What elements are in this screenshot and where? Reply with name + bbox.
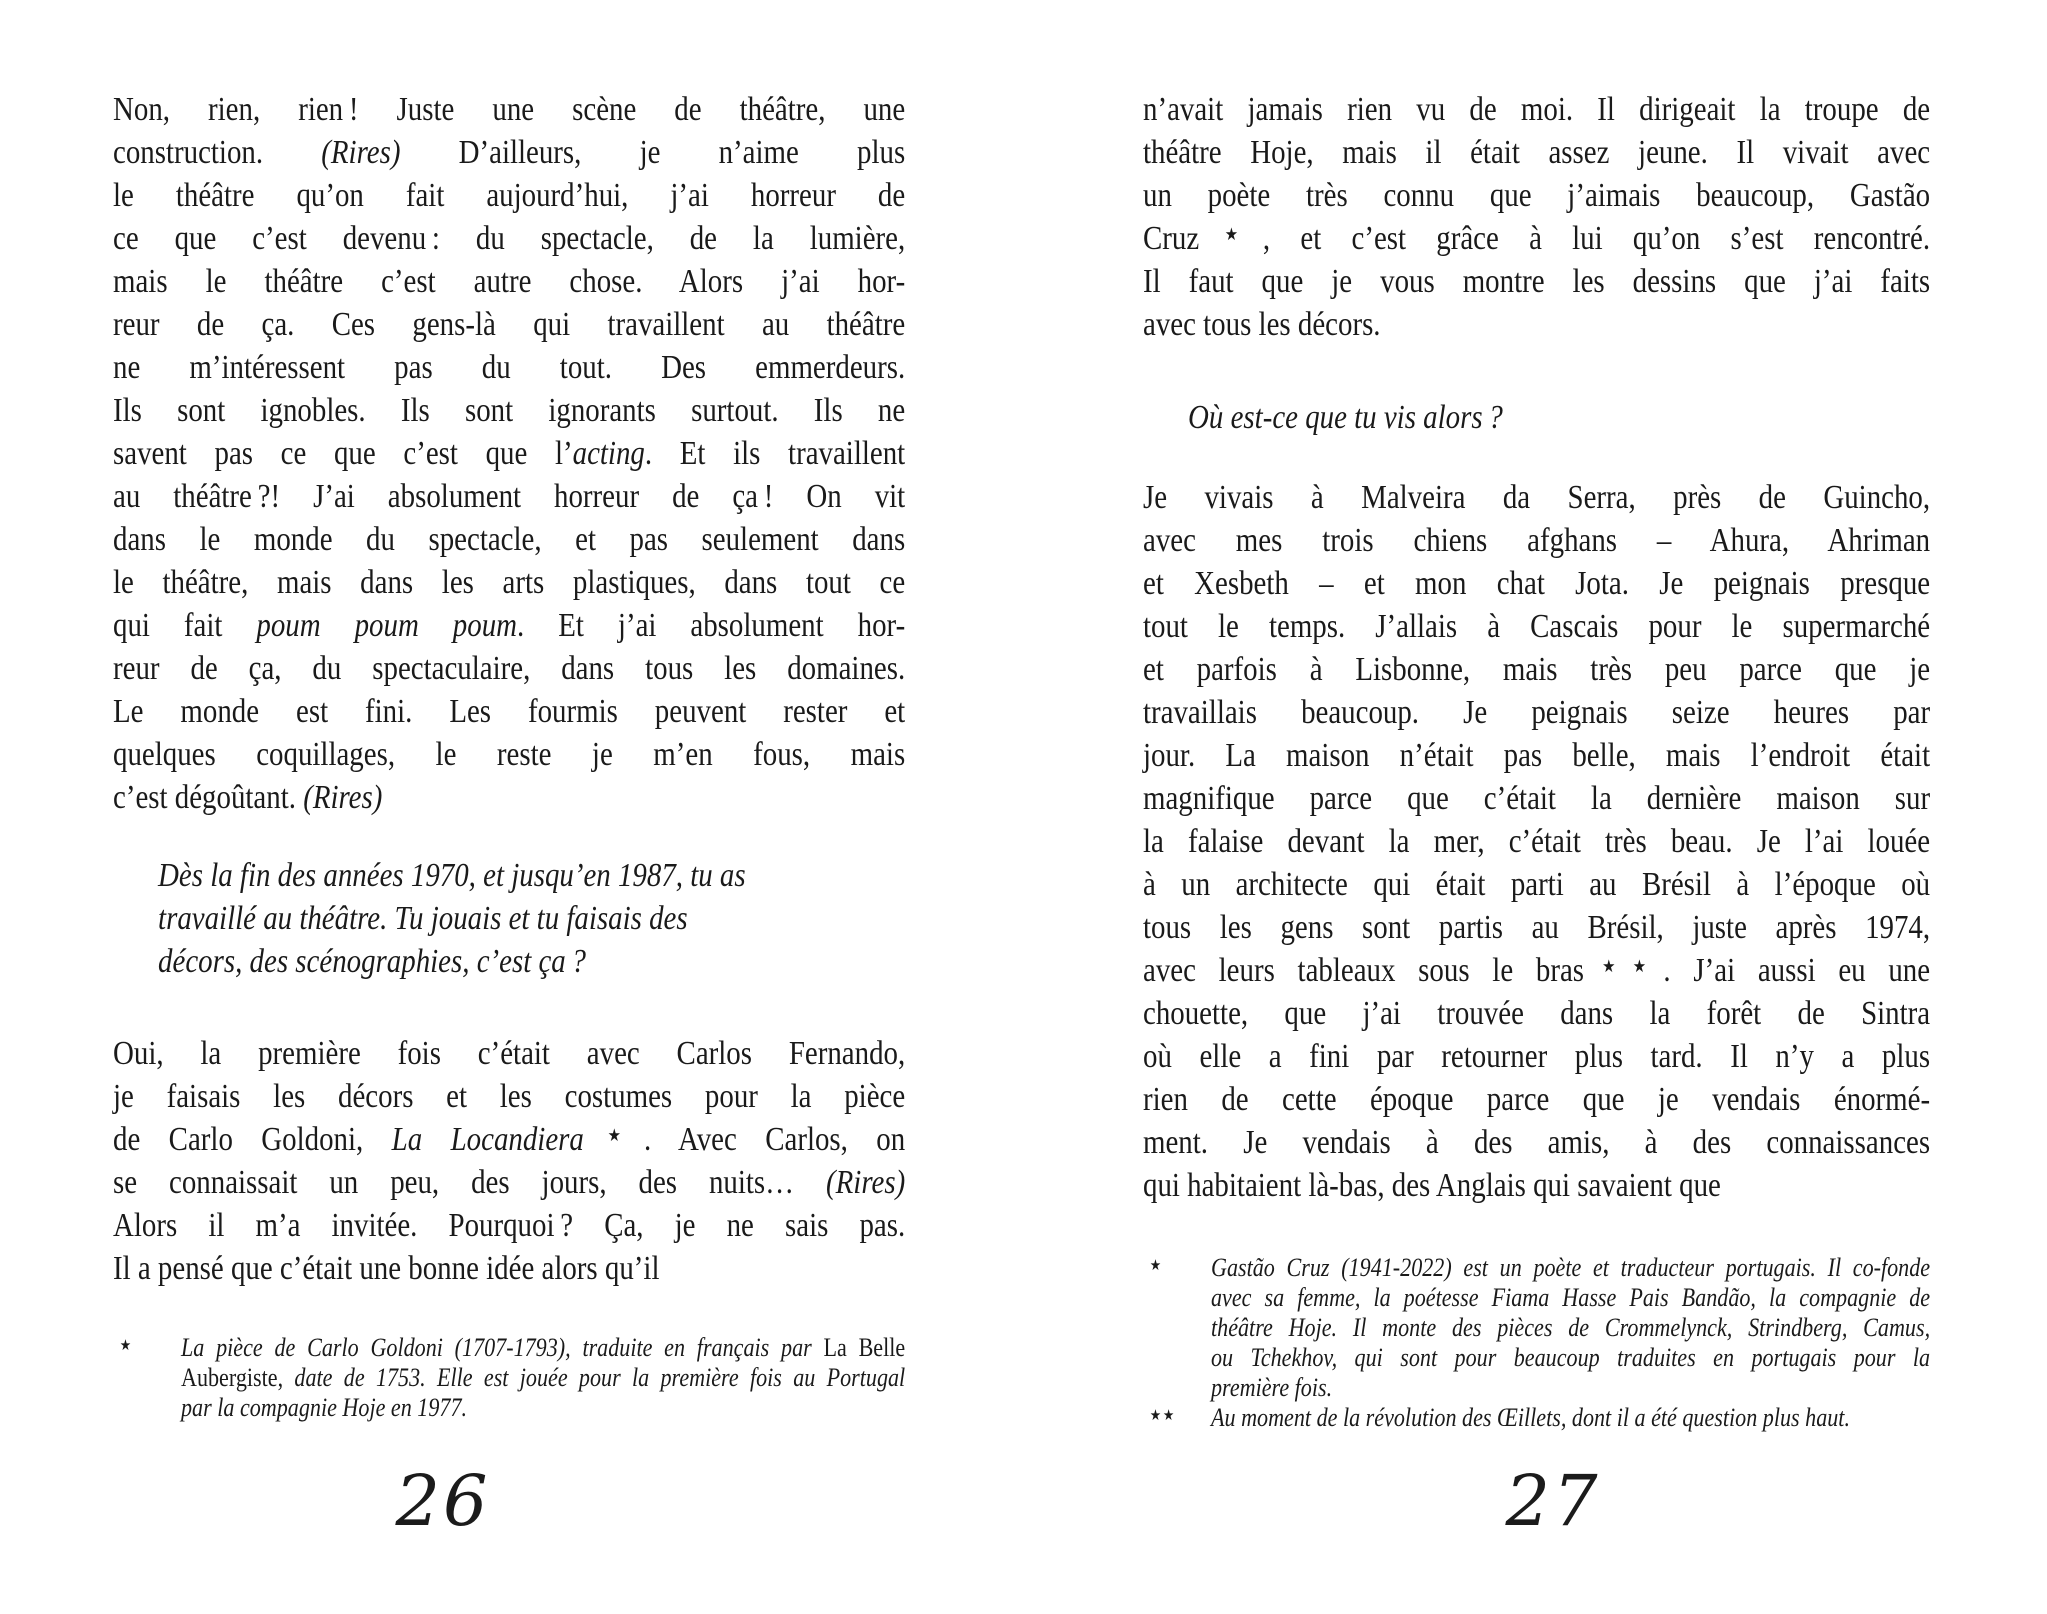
text-line: rien de cette époque parce que je vendais énormé- (1143, 1081, 1931, 1118)
text-line: Alors il m’a invitée. Pourquoi ? Ça, je ne sais pas. (113, 1207, 906, 1244)
text-line: n’avait jamais rien vu de moi. Il dirigeait la troupe de (1143, 91, 1931, 128)
text-line: ment. Je vendais à des amis, à des connaissances (1143, 1124, 1931, 1161)
text-line: c’est dégoûtant. (Rires) (113, 779, 383, 816)
text-line: travaillais beaucoup. Je peignais seize heures par (1143, 694, 1931, 731)
italic-text: (Rires) (826, 1164, 906, 1201)
text-line: qui habitaient là-bas, des Anglais qui savaient que (1143, 1167, 1721, 1204)
text-line: et parfois à Lisbonne, mais très peu parce que je (1143, 651, 1931, 688)
upright-text: La Belle (823, 1333, 906, 1362)
footnote-reference-star-icon: ★★ (1586, 956, 1664, 977)
text-line: le théâtre qu’on fait aujourd’hui, j’ai horreur de (113, 177, 906, 214)
text-line: avec tous les décors. (1143, 306, 1381, 343)
upright-text: Aubergiste, (181, 1363, 284, 1392)
text-line: ou Tchekhov, qui sont pour beaucoup traduites en portugais pour la (1211, 1343, 1931, 1372)
text-line: où elle a fini par retourner plus tard. Il n’y a plus (1143, 1038, 1931, 1075)
text-line: Ils sont ignobles. Ils sont ignorants surtout. Ils ne (113, 392, 906, 429)
text-line: dans le monde du spectacle, et pas seulement dans (113, 521, 906, 558)
text-line: à un architecte qui était parti au Brésil à l’époque où (1143, 866, 1931, 903)
text-line: Au moment de la révolution des Œillets, dont il a été question plus haut. (1211, 1403, 1850, 1432)
text-line: théâtre Hoje, mais il était assez jeune. Il vivait avec (1143, 134, 1931, 171)
text-line: théâtre Hoje. Il monte des pièces de Crommelynck, Strindberg, Camus, (1211, 1313, 1931, 1342)
text-line: qui fait poum poum poum. Et j’ai absolument hor- (113, 607, 906, 644)
italic-text: acting (572, 435, 645, 472)
text-line: construction. (Rires) D’ailleurs, je n’aime plus (113, 134, 906, 171)
left-page (113, 88, 906, 1422)
text-line: Oui, la première fois c’était avec Carlos Fernando, (113, 1035, 906, 1072)
text-line: Il faut que je vous montre les dessins que j’ai faits (1143, 263, 1931, 300)
answer-paragraph (113, 1032, 905, 1290)
text-line: avec mes trois chiens afghans – Ahura, Ahriman (1143, 522, 1931, 559)
text-line: et Xesbeth – et mon chat Jota. Je peignais presque (1143, 565, 1931, 602)
text-line: avec leurs tableaux sous le bras ★★. J’ai aussi eu une (1143, 952, 1931, 989)
text-line: Gastão Cruz (1941-2022) est un poète et traducteur portugais. Il co-fonde (1211, 1253, 1931, 1282)
page-number-right: 27 (1505, 1460, 1601, 1542)
text-line: première fois. (1211, 1373, 1333, 1402)
footnote-star-icon: ★ (1149, 1258, 1163, 1274)
text-line: décors, des scénographies, c’est ça ? (158, 943, 586, 980)
interview-question (1143, 396, 1930, 439)
text-line: Il a pensé que c’était une bonne idée alors qu’il (113, 1250, 660, 1287)
answer-paragraph (113, 88, 905, 819)
text-line: magnifique parce que c’était la dernière maison sur (1143, 780, 1931, 817)
page-number-left: 26 (395, 1460, 491, 1542)
footnote-reference-star-icon: ★ (586, 1125, 644, 1146)
text-line: un poète très connu que j’aimais beaucoup, Gastão (1143, 177, 1931, 214)
text-line: Cruz ★, et c’est grâce à lui qu’on s’est rencontré. (1143, 220, 1931, 257)
italic-text: poum poum poum (256, 607, 518, 644)
footnote (113, 1333, 905, 1423)
text-line: savent pas ce que c’est que l’acting. Et ils travaillent (113, 435, 906, 472)
answer-paragraph (1143, 476, 1930, 1207)
italic-text: (Rires) (321, 134, 401, 171)
text-line: de Carlo Goldoni, La Locandiera ★. Avec Carlos, on (113, 1121, 906, 1158)
text-line: reur de ça, du spectaculaire, dans tous les domaines. (113, 650, 906, 687)
interview-question (113, 854, 905, 983)
text-line: tout le temps. J’allais à Cascais pour le supermarché (1143, 608, 1931, 645)
text-line: quelques coquillages, le reste je m’en fous, mais (113, 736, 906, 773)
footnote-text (181, 1333, 905, 1423)
text-line: chouette, que j’ai trouvée dans la forêt de Sintra (1143, 995, 1931, 1032)
right-page-text-block (1143, 88, 1931, 1432)
footnote-reference-star-icon: ★ (1201, 224, 1263, 245)
text-line: reur de ça. Ces gens-là qui travaillent au théâtre (113, 306, 906, 343)
text-line: Je vivais à Malveira da Serra, près de Guincho, (1143, 479, 1931, 516)
footnote-text (1211, 1403, 1930, 1433)
text-line: je faisais les décors et les costumes pour la pièce (113, 1078, 906, 1115)
footnote-star-icon: ★ (119, 1338, 133, 1354)
text-line: Le monde est fini. Les fourmis peuvent rester et (113, 693, 906, 730)
text-line: ce que c’est devenu : du spectacle, de la lumière, (113, 220, 906, 257)
footnote-block (113, 1333, 905, 1423)
footnote (1143, 1403, 1930, 1433)
footnote-text (1211, 1253, 1930, 1403)
text-line: Non, rien, rien ! Juste une scène de théâtre, une (113, 91, 906, 128)
footnote-double-star-icon: ★★ (1149, 1408, 1177, 1424)
text-line: mais le théâtre c’est autre chose. Alors j’ai hor- (113, 263, 906, 300)
text-line: Aubergiste, date de 1753. Elle est jouée pour la première fois au Portugal (181, 1363, 906, 1392)
text-line: tous les gens sont partis au Brésil, juste après 1974, (1143, 909, 1931, 946)
footnote-block (1143, 1253, 1930, 1433)
left-page-text-block (113, 88, 906, 1422)
text-line: la falaise devant la mer, c’était très beau. Je l’ai louée (1143, 823, 1931, 860)
footnote (1143, 1253, 1930, 1403)
text-line: au théâtre ?! J’ai absolument horreur de ça ! On vit (113, 478, 906, 515)
text-line: La pièce de Carlo Goldoni (1707-1793), traduite en français par La Belle (181, 1333, 906, 1362)
text-line: Où est-ce que tu vis alors ? (1188, 399, 1503, 436)
text-line: par la compagnie Hoje en 1977. (181, 1393, 468, 1422)
italic-text: La Locandiera (391, 1121, 584, 1158)
answer-paragraph (1143, 88, 1930, 346)
text-line: travaillé au théâtre. Tu jouais et tu faisais des (158, 900, 688, 937)
text-line: Dès la fin des années 1970, et jusqu’en 1987, tu as (158, 857, 746, 894)
text-line: le théâtre, mais dans les arts plastiques, dans tout ce (113, 564, 906, 601)
text-line: ne m’intéressent pas du tout. Des emmerdeurs. (113, 349, 906, 386)
text-line: avec sa femme, la poétesse Fiama Hasse Pais Bandão, la compagnie de (1211, 1283, 1931, 1312)
italic-text: (Rires) (303, 779, 383, 816)
text-line: jour. La maison n’était pas belle, mais l’endroit était (1143, 737, 1931, 774)
text-line: se connaissait un peu, des jours, des nuits… (Rires) (113, 1164, 906, 1201)
right-page (1143, 88, 1931, 1432)
